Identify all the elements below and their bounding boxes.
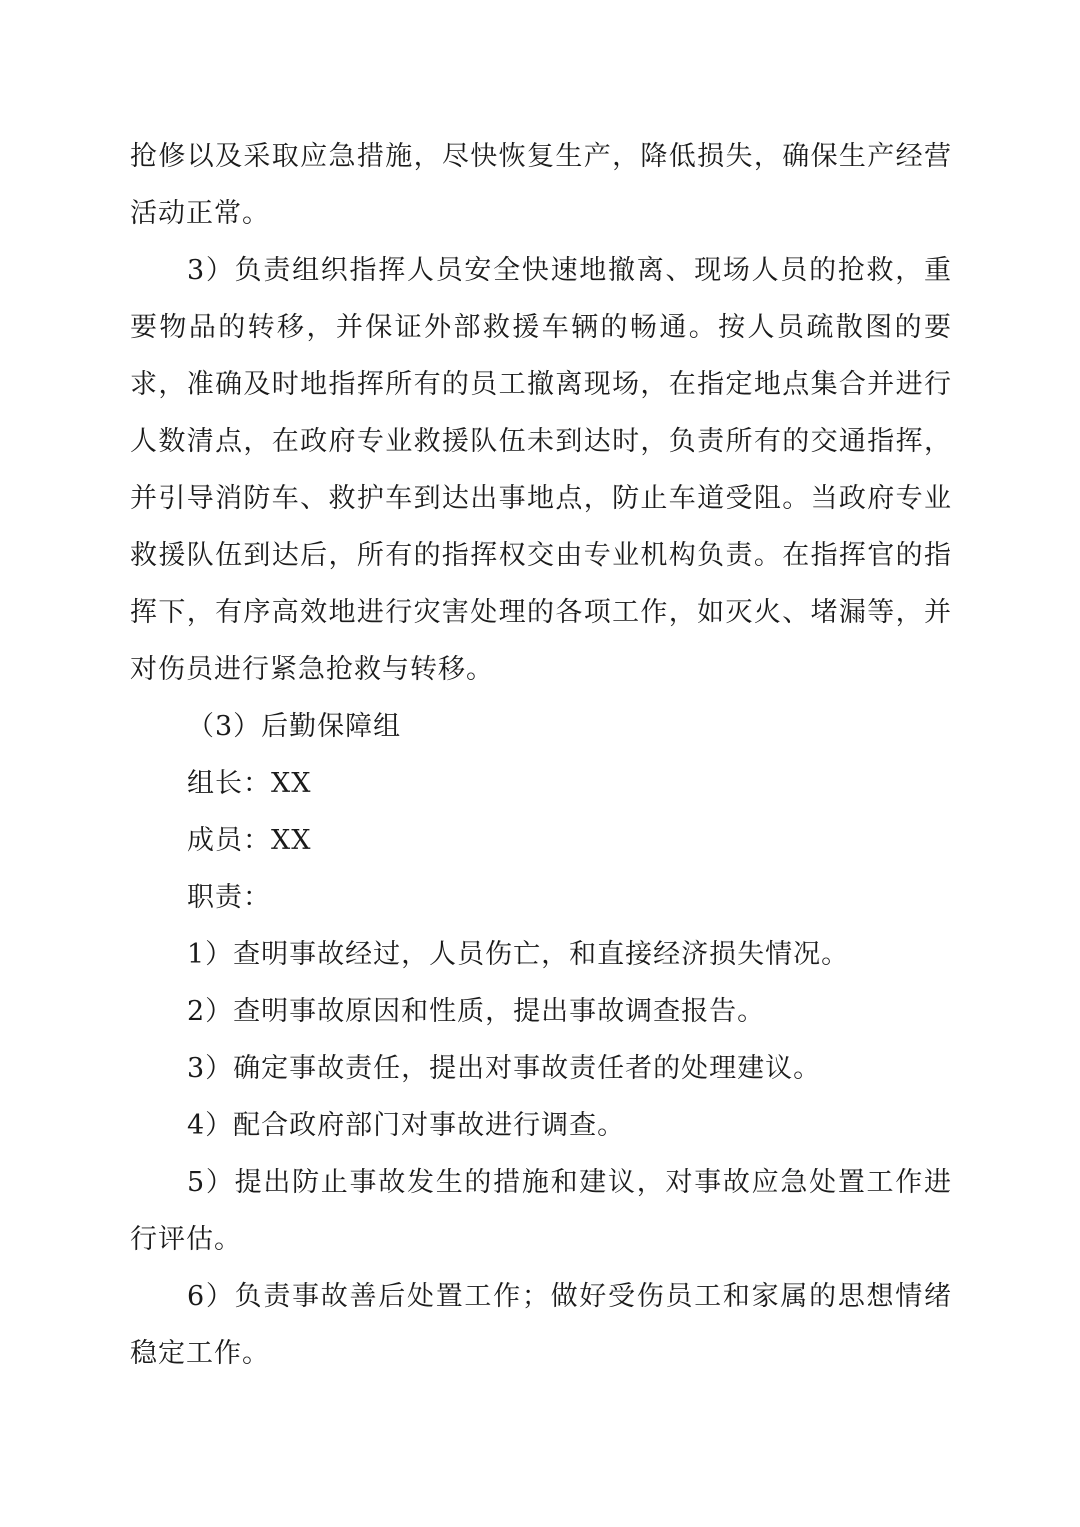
duty-item-2: 2）查明事故原因和性质，提出事故调查报告。 — [187, 996, 766, 1027]
duty-item-6: 6）负责事故善后处置工作；做好受伤员工和家属的思想情绪稳定工作。 — [130, 1281, 952, 1369]
duty-item-1: 1）查明事故经过，人员伤亡，和直接经济损失情况。 — [187, 939, 850, 970]
group-members-line: 成员：XX — [187, 825, 312, 856]
section-heading-logistics-group: （3）后勤保障组 — [187, 711, 402, 742]
duty-item-5: 5）提出防止事故发生的措施和建议，对事故应急处置工作进行评估。 — [130, 1167, 952, 1255]
group-leader-line: 组长：XX — [187, 768, 312, 799]
document-body — [130, 128, 952, 1382]
paragraph-continuation: 抢修以及采取应急措施，尽快恢复生产，降低损失，确保生产经营活动正常。 — [130, 141, 952, 229]
duties-label: 职责： — [187, 882, 271, 913]
paragraph-duty-3-evacuation: 3）负责组织指挥人员安全快速地撤离、现场人员的抢救，重要物品的转移，并保证外部救援车辆的畅通。按人员疏散图的要求，准确及时地指挥所有的员工撤离现场，在指定地点集合并进行人数清点，在政府专业救援队伍未到达时，负责所有的交通指挥，并引导消防车、救护车到达出事地点，防止车道受阻。当政府专业救援队伍到达后，所有的指挥权交由专业机构负责。在指挥官的指挥下，有序高效地进行灾害处理的各项工作，如灭火、堵漏等，并对伤员进行紧急抢救与转移。 — [130, 255, 952, 685]
duty-item-3: 3）确定事故责任，提出对事故责任者的处理建议。 — [187, 1053, 822, 1084]
duty-item-4: 4）配合政府部门对事故进行调查。 — [187, 1110, 626, 1141]
